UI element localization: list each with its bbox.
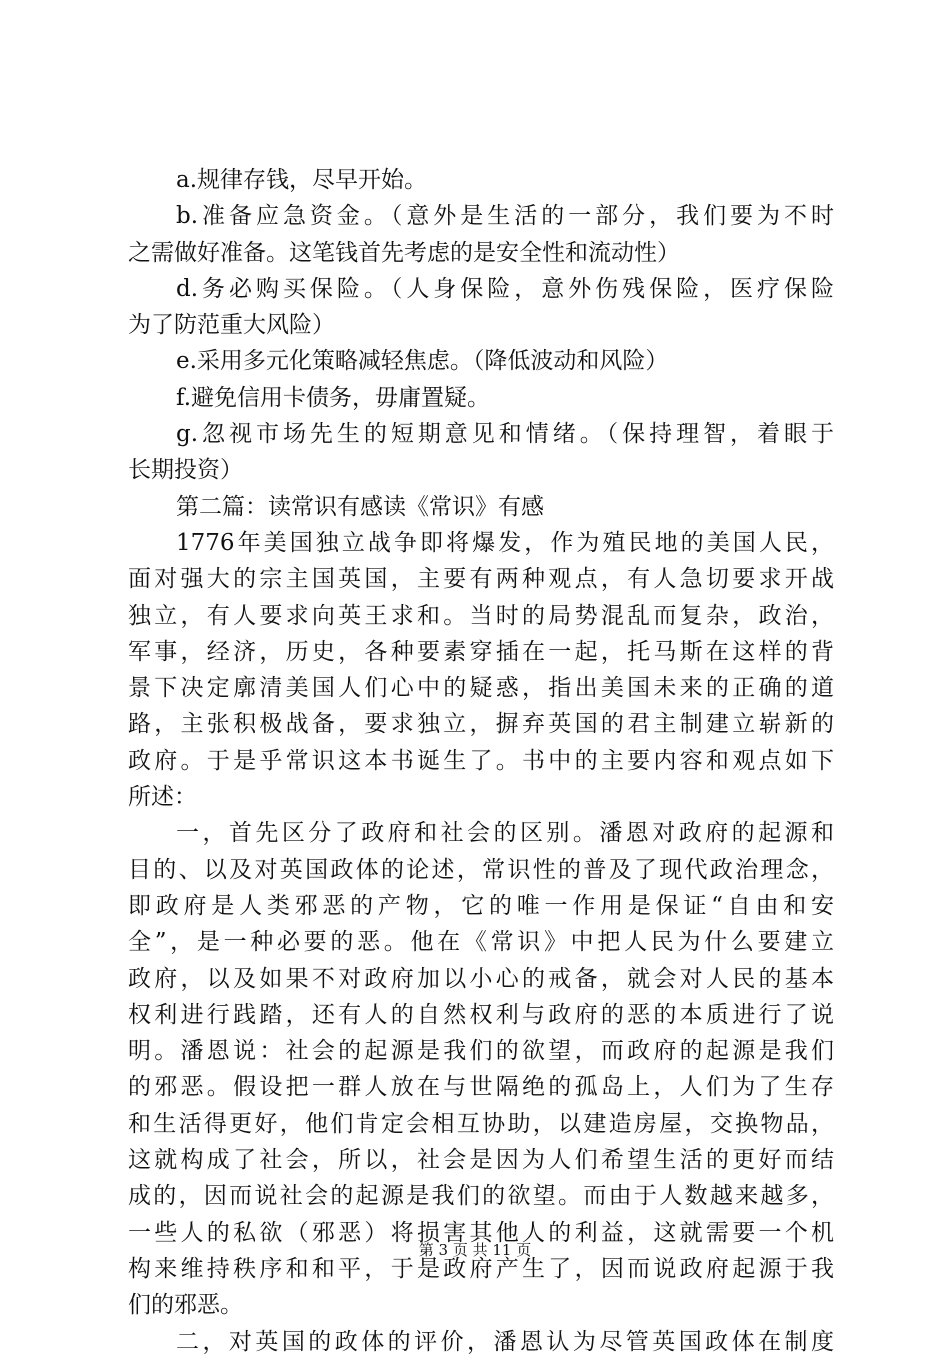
text-line: f.避免信用卡债务，毋庸置疑。 — [176, 384, 491, 411]
text-line: 权利进行践踏，还有人的自然权利与政府的恶的本质进行了说 — [128, 1001, 834, 1028]
text-line: 长期投资） — [128, 457, 243, 484]
text-line: 的邪恶。假设把一群人放在与世隔绝的孤岛上，人们为了生存 — [128, 1074, 834, 1101]
text-line: 为了防范重大风险） — [128, 312, 335, 339]
text-line: e.采用多元化策略减轻焦虑。（降低波动和风险） — [176, 348, 669, 375]
text-line: a.规律存钱，尽早开始。 — [176, 167, 428, 193]
text-line: 所述： — [128, 784, 197, 811]
text-line: 全”，是一种必要的恶。他在《常识》中把人民为什么要建立 — [128, 929, 834, 956]
text-line: 目的、以及对英国政体的论述，常识性的普及了现代政治理念， — [128, 856, 834, 883]
text-line: 之需做好准备。这笔钱首先考虑的是安全性和流动性） — [128, 239, 680, 266]
text-line: d.务必购买保险。（人身保险，意外伤残保险，医疗保险 — [176, 275, 834, 302]
text-line: 这就构成了社会，所以，社会是因为人们希望生活的更好而结 — [128, 1147, 834, 1174]
text-line: 军事，经济，历史，各种要素穿插在一起，托马斯在这样的背 — [128, 638, 834, 665]
text-line: 一，首先区分了政府和社会的区别。潘恩对政府的起源和 — [176, 820, 834, 847]
text-line: 构来维持秩序和和平，于是政府产生了，因而说政府起源于我 — [128, 1255, 834, 1282]
text-line: 成的，因而说社会的起源是我们的欲望。而由于人数越来越多， — [128, 1183, 834, 1210]
text-line: 政府。于是乎常识这本书诞生了。书中的主要内容和观点如下 — [128, 747, 834, 774]
text-line: 一些人的私欲（邪恶）将损害其他人的利益，这就需要一个机 — [128, 1219, 834, 1246]
text-line: 独立，有人要求向英王求和。当时的局势混乱而复杂，政治， — [128, 602, 834, 629]
text-line: 即政府是人类邪恶的产物，它的唯一作用是保证“自由和安 — [128, 892, 834, 919]
text-line: 二，对英国的政体的评价，潘恩认为尽管英国政体在制度 — [176, 1328, 834, 1355]
text-line: 景下决定廓清美国人们心中的疑惑，指出美国未来的正确的道 — [128, 675, 834, 702]
text-line: 路，主张积极战备，要求独立，摒弃英国的君主制建立崭新的 — [128, 711, 834, 738]
document-body — [128, 162, 834, 1360]
text-line: 面对强大的宗主国英国，主要有两种观点，有人急切要求开战 — [128, 566, 834, 593]
text-line: 1776年美国独立战争即将爆发，作为殖民地的美国人民， — [176, 529, 834, 556]
text-line: b.准备应急资金。（意外是生活的一部分，我们要为不时 — [176, 203, 834, 230]
page-footer: 第 3 页 共 11 页 — [418, 1241, 532, 1259]
text-line: 第二篇：读常识有感读《常识》有感 — [176, 493, 544, 520]
text-line: 和生活得更好，他们肯定会相互协助，以建造房屋，交换物品， — [128, 1110, 834, 1137]
text-line: 们的邪恶。 — [128, 1292, 243, 1319]
text-line: 政府，以及如果不对政府加以小心的戒备，就会对人民的基本 — [128, 965, 834, 992]
text-line: g.忽视市场先生的短期意见和情绪。（保持理智，着眼于 — [176, 421, 834, 448]
text-line: 明。潘恩说：社会的起源是我们的欲望，而政府的起源是我们 — [128, 1038, 834, 1065]
